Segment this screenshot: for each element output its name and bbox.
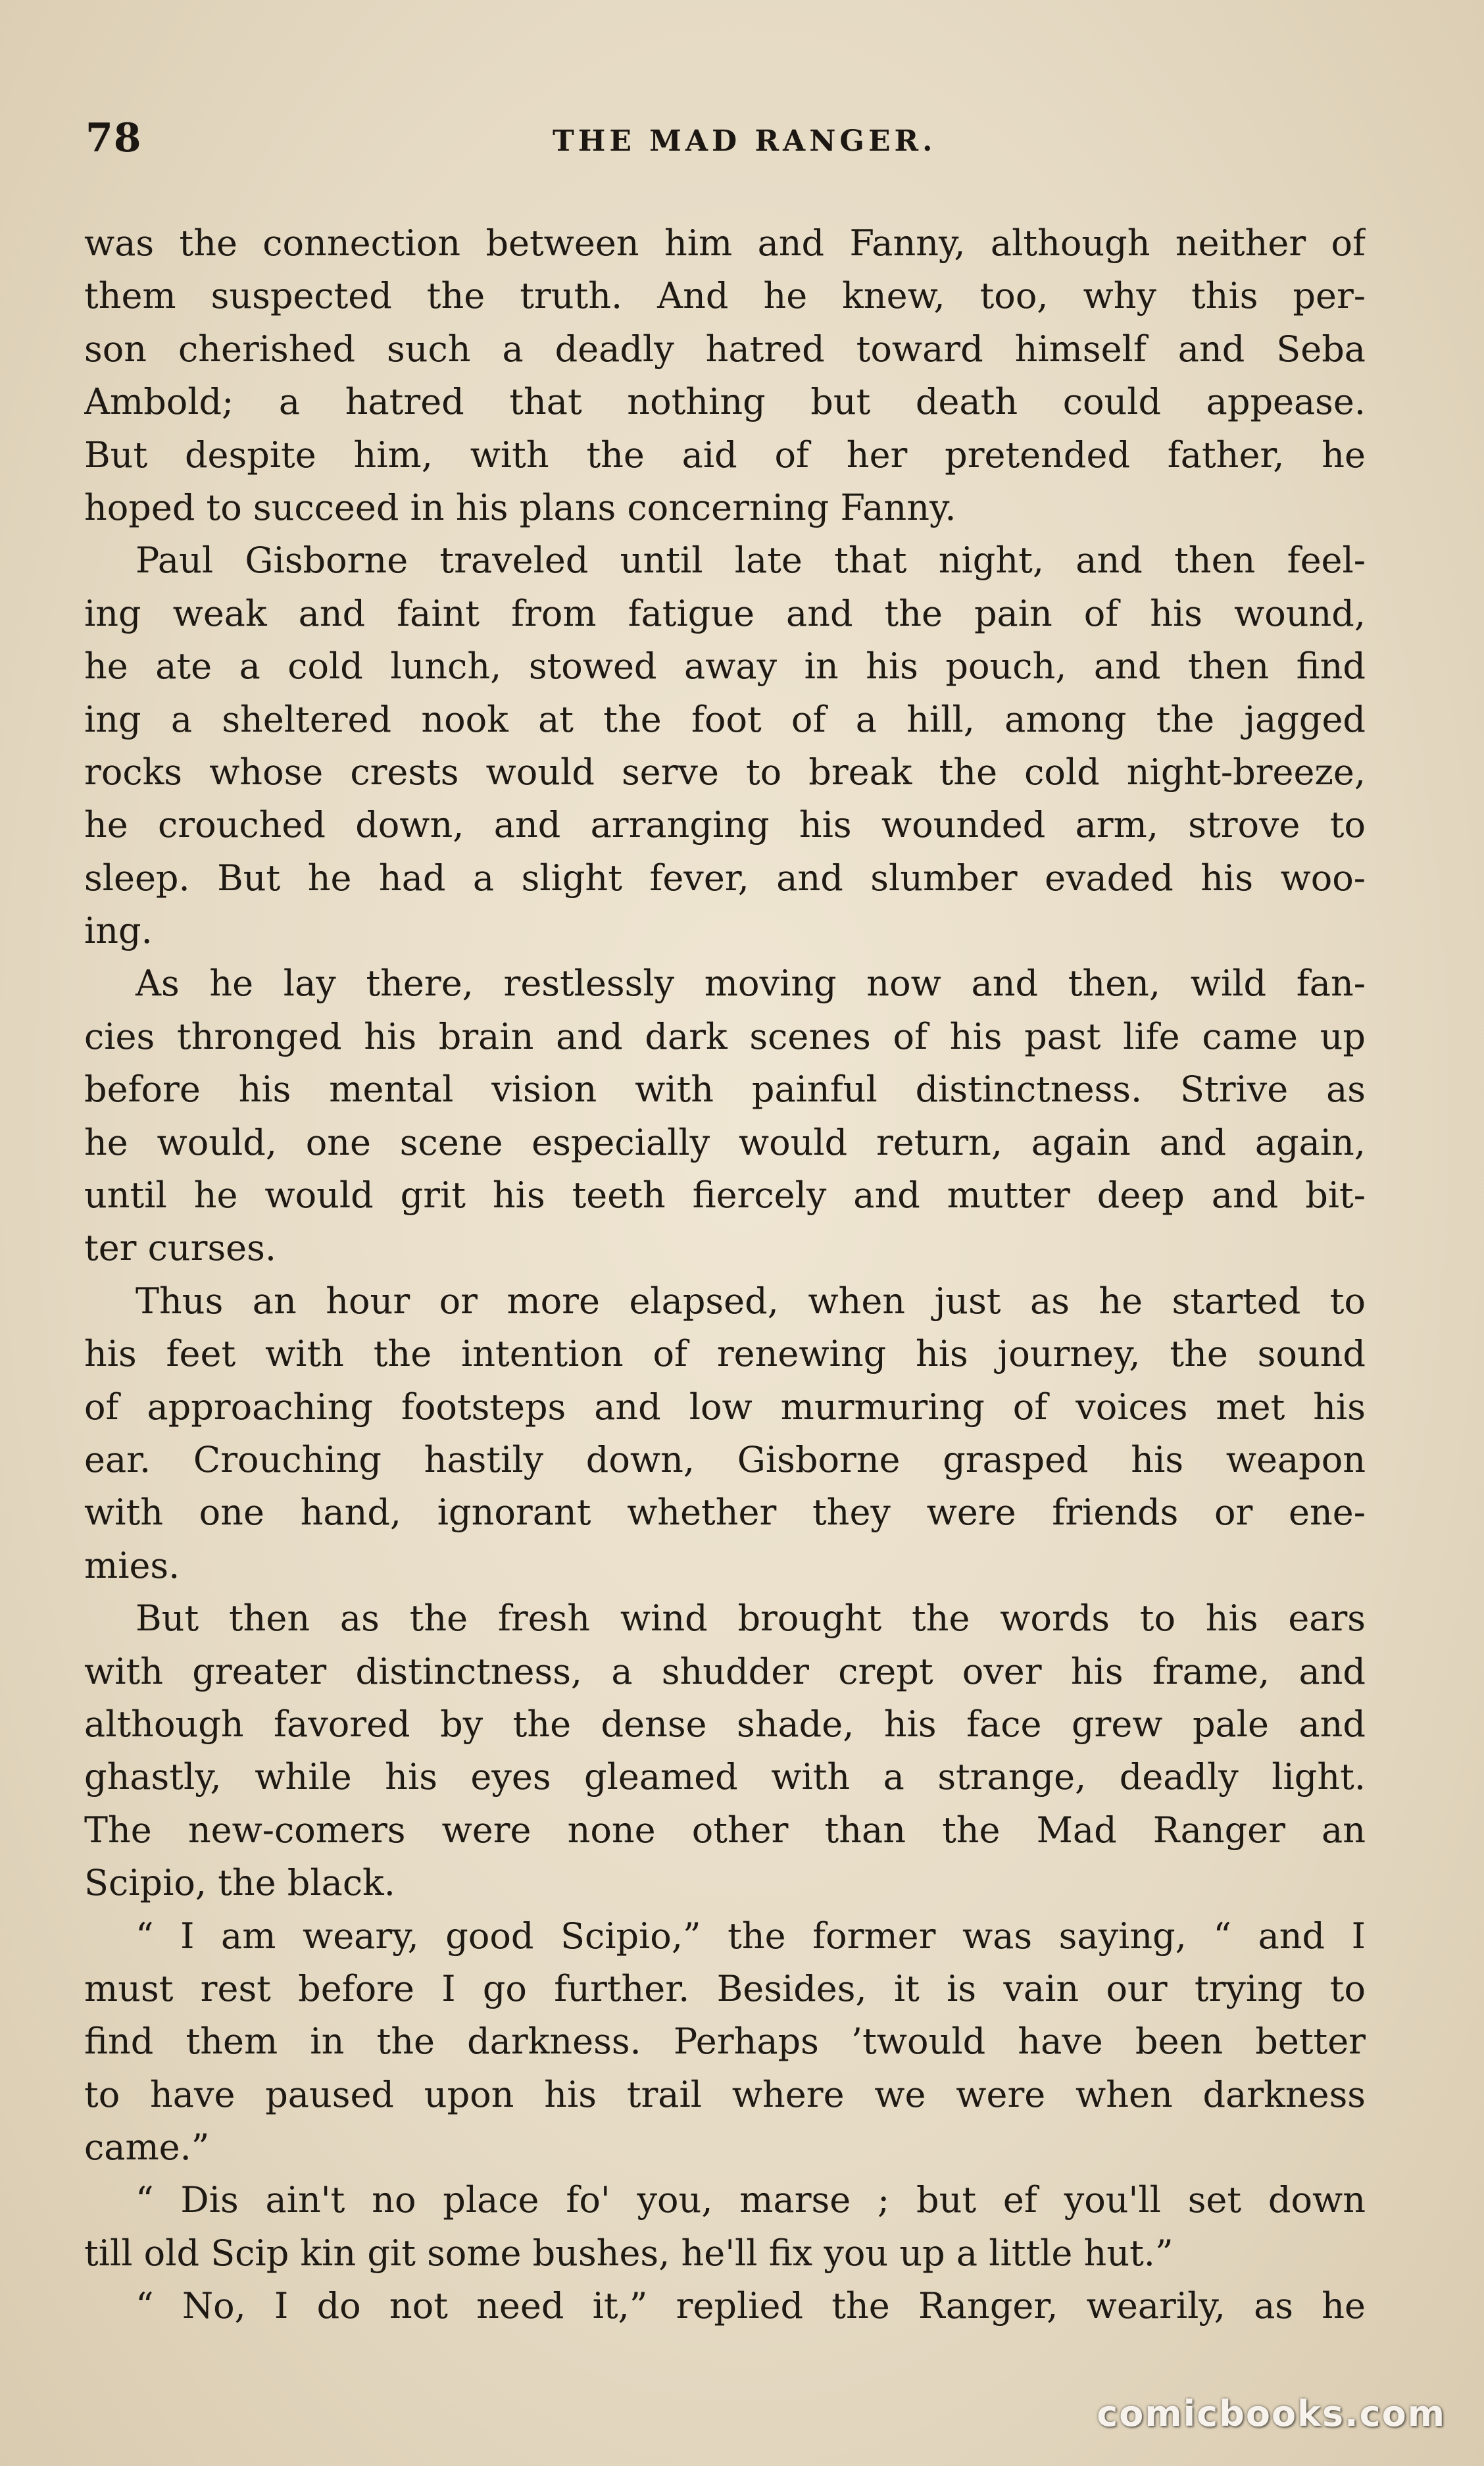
text-line: Paul Gisborne traveled until late that night, and then feel- xyxy=(136,540,1366,582)
text-line: with one hand, ignorant whether they were friends or ene- xyxy=(84,1492,1366,1534)
text-line: must rest before I go further. Besides, it is vain our trying to xyxy=(84,1967,1366,2009)
text-line: mies. xyxy=(84,1544,180,1586)
text-line: was the connection between him and Fanny, although neither of xyxy=(84,222,1366,264)
text-line: to have paused upon his trail where we were when darkness xyxy=(84,2073,1366,2115)
text-line: before his mental vision with painful distinctness. Strive as xyxy=(84,1069,1366,1111)
text-line: his feet with the intention of renewing his journey, the sound xyxy=(84,1333,1366,1375)
text-line: hoped to succeed in his plans concerning Fanny. xyxy=(84,486,956,528)
text-line: them suspected the truth. And he knew, too, why this per- xyxy=(84,275,1366,317)
text-line: “ Dis ain't no place fo' you, marse ; but ef you'll set down xyxy=(136,2179,1366,2221)
text-line: sleep. But he had a slight fever, and slumber evaded his woo- xyxy=(84,857,1366,899)
text-line: until he would grit his teeth fiercely and mutter deep and bit- xyxy=(84,1174,1366,1217)
text-line: he crouched down, and arranging his wounded arm, strove to xyxy=(84,804,1366,846)
text-line: ear. Crouching hastily down, Gisborne grasped his weapon xyxy=(84,1438,1366,1480)
watermark-logo: comicbooks.com xyxy=(1097,2393,1446,2434)
text-line: rocks whose crests would serve to break the cold night-breeze, xyxy=(84,751,1366,793)
text-line: find them in the darkness. Perhaps ’twould have been better xyxy=(84,2021,1366,2063)
text-line: The new-comers were none other than the Mad Ranger an xyxy=(84,1809,1366,1851)
text-line: Ambold; a hatred that nothing but death could appease. xyxy=(84,381,1366,423)
text-line: he would, one scene especially would return, again and again, xyxy=(84,1121,1366,1163)
text-line: ter curses. xyxy=(84,1227,277,1269)
text-line: But despite him, with the aid of her pretended father, he xyxy=(84,434,1366,476)
running-title: THE MAD RANGER. xyxy=(553,124,937,158)
text-line: Scipio, the black. xyxy=(84,1862,395,1904)
text-line: Thus an hour or more elapsed, when just as he started to xyxy=(136,1280,1366,1322)
text-line: “ No, I do not need it,” replied the Ranger, wearily, as he xyxy=(136,2285,1366,2327)
text-line: ing a sheltered nook at the foot of a hill, among the jagged xyxy=(84,698,1366,740)
body-text xyxy=(84,217,1366,2333)
text-line: although favored by the dense shade, his face grew pale and xyxy=(84,1703,1366,1745)
text-line: cies thronged his brain and dark scenes of his past life came up xyxy=(84,1015,1366,1057)
text-line: ing weak and faint from fatigue and the pain of his wound, xyxy=(84,592,1366,634)
text-line: with greater distinctness, a shudder crept over his frame, and xyxy=(84,1650,1366,1692)
text-line: “ I am weary, good Scipio,” the former was saying, “ and I xyxy=(136,1915,1366,1957)
page-number: 78 xyxy=(86,115,142,161)
text-line: son cherished such a deadly hatred toward himself and Seba xyxy=(84,328,1366,370)
text-line: ghastly, while his eyes gleamed with a strange, deadly light. xyxy=(84,1756,1366,1798)
text-line: ing. xyxy=(84,910,153,952)
text-line: of approaching footsteps and low murmuring of voices met his xyxy=(84,1386,1366,1428)
text-line: But then as the fresh wind brought the words to his ears xyxy=(136,1598,1366,1640)
text-line: till old Scip kin git some bushes, he'll fix you up a little hut.” xyxy=(84,2232,1174,2274)
text-line: he ate a cold lunch, stowed away in his pouch, and then find xyxy=(84,645,1366,688)
text-line: came.” xyxy=(84,2126,210,2169)
page-header xyxy=(86,115,1375,168)
text-line: As he lay there, restlessly moving now and then, wild fan- xyxy=(136,963,1366,1005)
